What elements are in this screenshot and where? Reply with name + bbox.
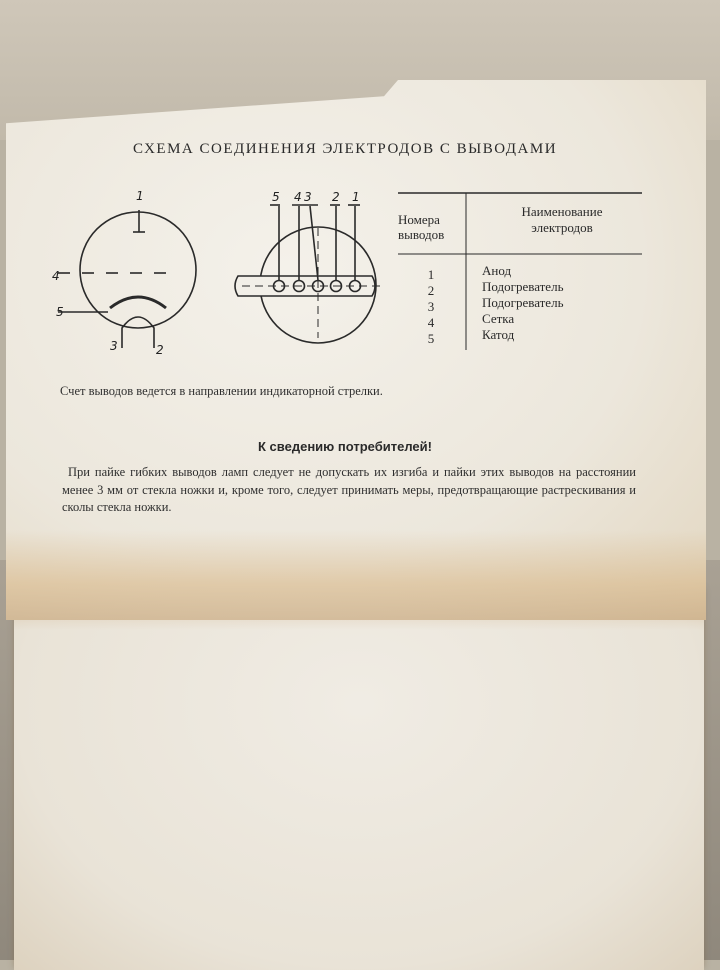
pin-label: 1 [136,189,144,203]
table-header-names [482,204,642,236]
table-cell-name: Подогреватель [482,279,564,294]
pin-label: 5 [56,305,64,319]
table-cell-num: 1 [427,267,435,282]
table-column-numbers [398,267,464,347]
table-column-names [482,263,642,343]
table-header-numbers [398,212,464,242]
header-line: Номера [398,212,440,227]
electrode-diagram [38,188,383,358]
pin-label: 3 [304,190,312,204]
tube-side-view [58,210,196,348]
header-line: электродов [531,220,593,235]
table-cell-name: Катод [482,327,515,342]
consumer-notice-heading: К сведению потребителей! [258,439,432,454]
table-cell-num: 3 [427,299,435,314]
tube-bottom-view [235,205,383,343]
table-cell-name: Подогреватель [482,295,564,310]
pin-label: 2 [156,343,164,357]
document-title: СХЕМА СОЕДИНЕНИЯ ЭЛЕКТРОДОВ С ВЫВОДАМИ [132,141,558,157]
lower-blank-page [14,590,704,970]
pin-label: 4 [294,190,302,204]
consumer-notice-text: При пайке гибких выводов ламп следует не допускать их изгиба и пайки этих выводов на расстоянии менее 3 мм от стекла ножки и, кроме того, следует принимать меры, предотвращающие растрескивания и сколы стекла ножки. [62,465,636,514]
pin-label: 2 [332,190,340,204]
pin-label: 1 [352,190,360,204]
header-line: выводов [398,227,445,242]
pin-label: 4 [52,269,60,283]
table-cell-num: 5 [427,331,435,346]
header-line: Наименование [521,204,603,219]
pin-count-note: Счет выводов ведется в направлении индикаторной стрелки. [60,384,383,398]
pin-label: 3 [110,339,118,353]
bottom-view-pin-labels [272,190,360,204]
table-cell-num: 4 [427,315,435,330]
table-cell-name: Сетка [482,311,515,326]
pin-label: 5 [272,190,280,204]
table-cell-name: Анод [482,263,512,278]
table-cell-num: 2 [427,283,435,298]
